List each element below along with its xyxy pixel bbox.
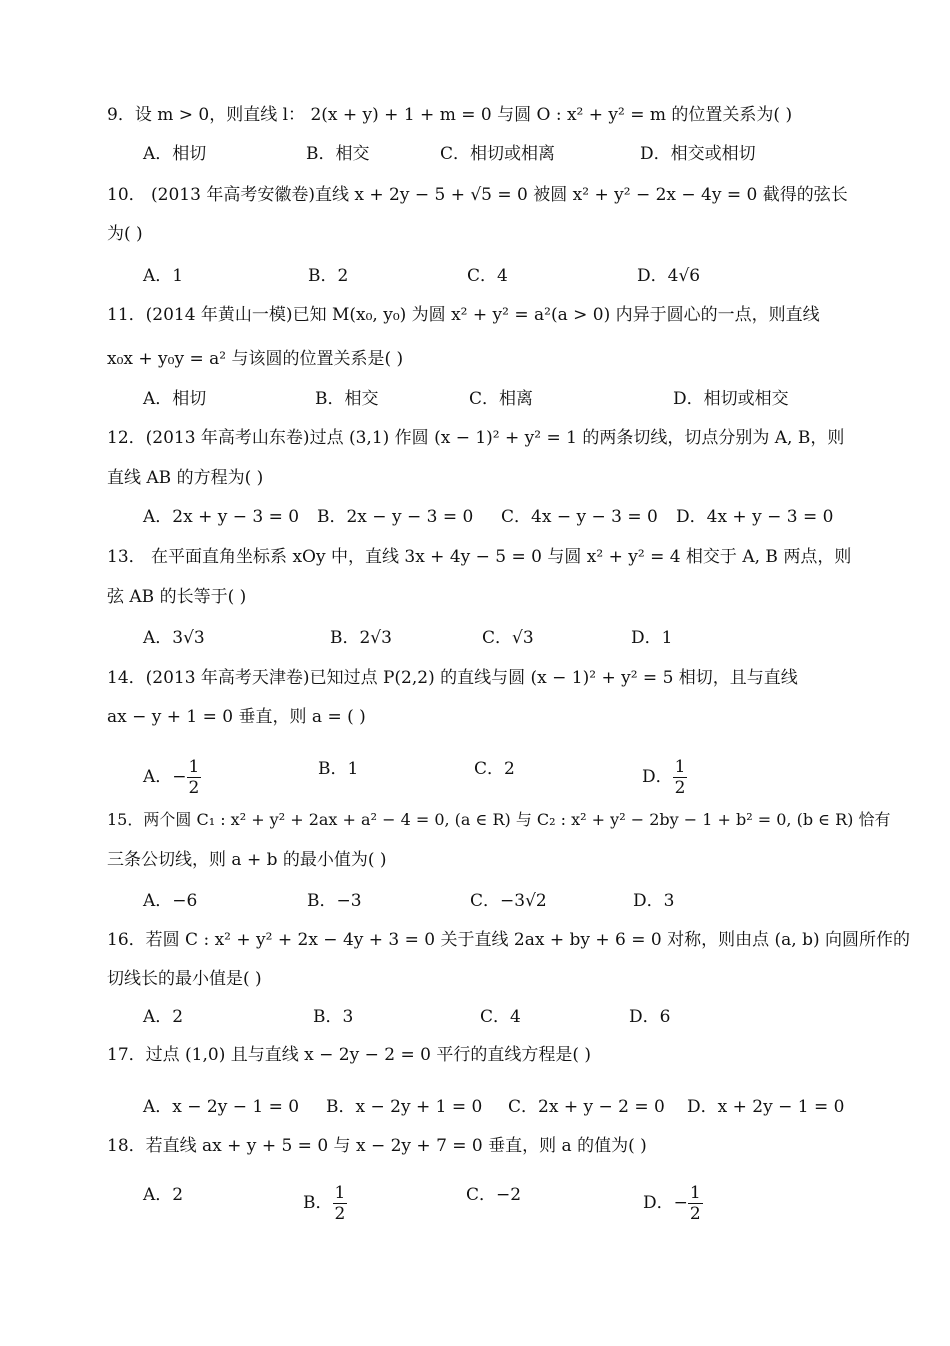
option-label: D． [643,1193,674,1213]
option-d: D．x + 2y − 1 = 0 [687,1097,845,1117]
option-c: C．−2 [466,1185,522,1205]
question-12-text: 12．(2013 年高考山东卷)过点 (3,1) 作圆 (x − 1)² + y² = 1 的两条切线，切点分别为 A, B，则 [107,428,845,448]
option-c: C．4 [467,266,508,286]
question-13-text: 13． 在平面直角坐标系 xOy 中，直线 3x + 4y − 5 = 0 与圆 x² + y² = 4 相交于 A, B 两点，则 [107,547,852,567]
option-d: D．1 [631,628,673,648]
option-b: B．相交 [315,389,379,409]
option-a: A．1 [143,266,184,286]
option-c: C．4 [480,1007,521,1027]
option-d [643,1183,703,1224]
option-a: A．−6 [143,891,198,911]
option-d: D．6 [629,1007,671,1027]
option-b: B．3 [313,1007,354,1027]
question-14-options [143,744,863,798]
option-d: D．相切或相交 [673,389,789,409]
option-a: A．x − 2y − 1 = 0 [143,1097,300,1117]
option-b: B．2x − y − 3 = 0 [317,507,474,527]
option-label: A． [143,767,173,787]
option-d: D．相交或相切 [640,144,756,164]
question-14-text: 14．(2013 年高考天津卷)已知过点 P(2,2) 的直线与圆 (x − 1)² + y² = 5 相切，且与直线 [107,668,798,688]
question-11-text-cont: x₀x + y₀y = a² 与该圆的位置关系是( ) [107,349,404,369]
question-13-text-cont: 弦 AB 的长等于( ) [107,587,247,607]
option-b: B．相交 [306,144,370,164]
option-d [642,757,687,798]
fraction-numerator: 1 [188,757,200,777]
question-9-options [143,142,863,166]
fraction-denominator: 2 [674,778,686,798]
question-11-text: 11．(2014 年黄山一模)已知 M(x₀, y₀) 为圆 x² + y² = a²(a > 0) 内异于圆心的一点，则直线 [107,305,820,325]
option-label: D． [642,767,673,787]
fraction-numerator: 1 [334,1183,346,1203]
question-15-options [143,889,863,913]
question-15-text-cont: 三条公切线，则 a + b 的最小值为( ) [107,850,387,870]
question-16-text: 16．若圆 C : x² + y² + 2x − 4y + 3 = 0 关于直线 2ax + by + 6 = 0 对称，则由点 (a, b) 向圆所作的 [107,930,911,950]
option-a: A．3√3 [143,628,205,648]
question-18-text: 18．若直线 ax + y + 5 = 0 与 x − 2y + 7 = 0 垂直，则 a 的值为( ) [107,1136,647,1156]
option-c: C．相离 [469,389,534,409]
option-d: D．3 [633,891,675,911]
fraction-denominator: 2 [188,778,200,798]
option-a: A．2x + y − 3 = 0 [143,507,300,527]
question-14-text-cont: ax − y + 1 = 0 垂直，则 a = ( ) [107,707,366,727]
fraction [187,757,202,798]
fraction-denominator: 2 [334,1204,346,1224]
fraction-sign: − [673,1193,688,1213]
question-12-text-cont: 直线 AB 的方程为( ) [107,468,264,488]
option-c: C．2x + y − 2 = 0 [508,1097,665,1117]
fraction-denominator: 2 [689,1204,701,1224]
option-d: D．4x + y − 3 = 0 [676,507,834,527]
option-c: C．2 [474,759,515,779]
question-10-options [143,264,863,288]
fraction-sign: − [172,767,187,787]
fraction-numerator: 1 [674,757,686,777]
option-c: C．4x − y − 3 = 0 [501,507,658,527]
option-b: B．1 [318,759,359,779]
fraction [673,757,688,798]
question-18-options [143,1171,863,1224]
question-10-text-cont: 为( ) [107,224,143,244]
fraction-numerator: 1 [689,1183,701,1203]
question-17-text: 17．过点 (1,0) 且与直线 x − 2y − 2 = 0 平行的直线方程是( ) [107,1045,592,1065]
option-b [303,1183,347,1224]
option-a [143,757,201,798]
option-c: C．−3√2 [470,891,547,911]
option-b: B．2 [308,266,349,286]
question-16-text-cont: 切线长的最小值是( ) [107,969,262,989]
option-b: B．x − 2y + 1 = 0 [326,1097,483,1117]
question-10-text: 10． (2013 年高考安徽卷)直线 x + 2y − 5 + √5 = 0 被圆 x² + y² − 2x − 4y = 0 截得的弦长 [107,185,848,205]
option-b: B．2√3 [330,628,392,648]
question-12-options [143,505,863,529]
fraction [688,1183,703,1224]
option-d: D．4√6 [637,266,701,286]
question-11-options [143,387,863,411]
question-16-options [143,1005,863,1029]
option-b: B．−3 [307,891,362,911]
question-9-text: 9．设 m > 0，则直线 l： 2(x + y) + 1 + m = 0 与圆 O : x² + y² = m 的位置关系为( ) [107,105,793,125]
option-a: A．2 [143,1007,184,1027]
question-17-options [143,1095,863,1119]
question-13-options [143,626,863,650]
question-15-text: 15．两个圆 C₁ : x² + y² + 2ax + a² − 4 = 0, (a ∈ R) 与 C₂ : x² + y² − 2by − 1 + b² = 0, (b ∈ R) 恰有 [107,810,891,829]
fraction [333,1183,348,1224]
option-a: A．相切 [143,144,207,164]
option-c: C．相切或相离 [440,144,556,164]
option-a: A．相切 [143,389,207,409]
option-label: B． [303,1193,333,1213]
option-a: A．2 [143,1185,184,1205]
option-c: C．√3 [482,628,534,648]
